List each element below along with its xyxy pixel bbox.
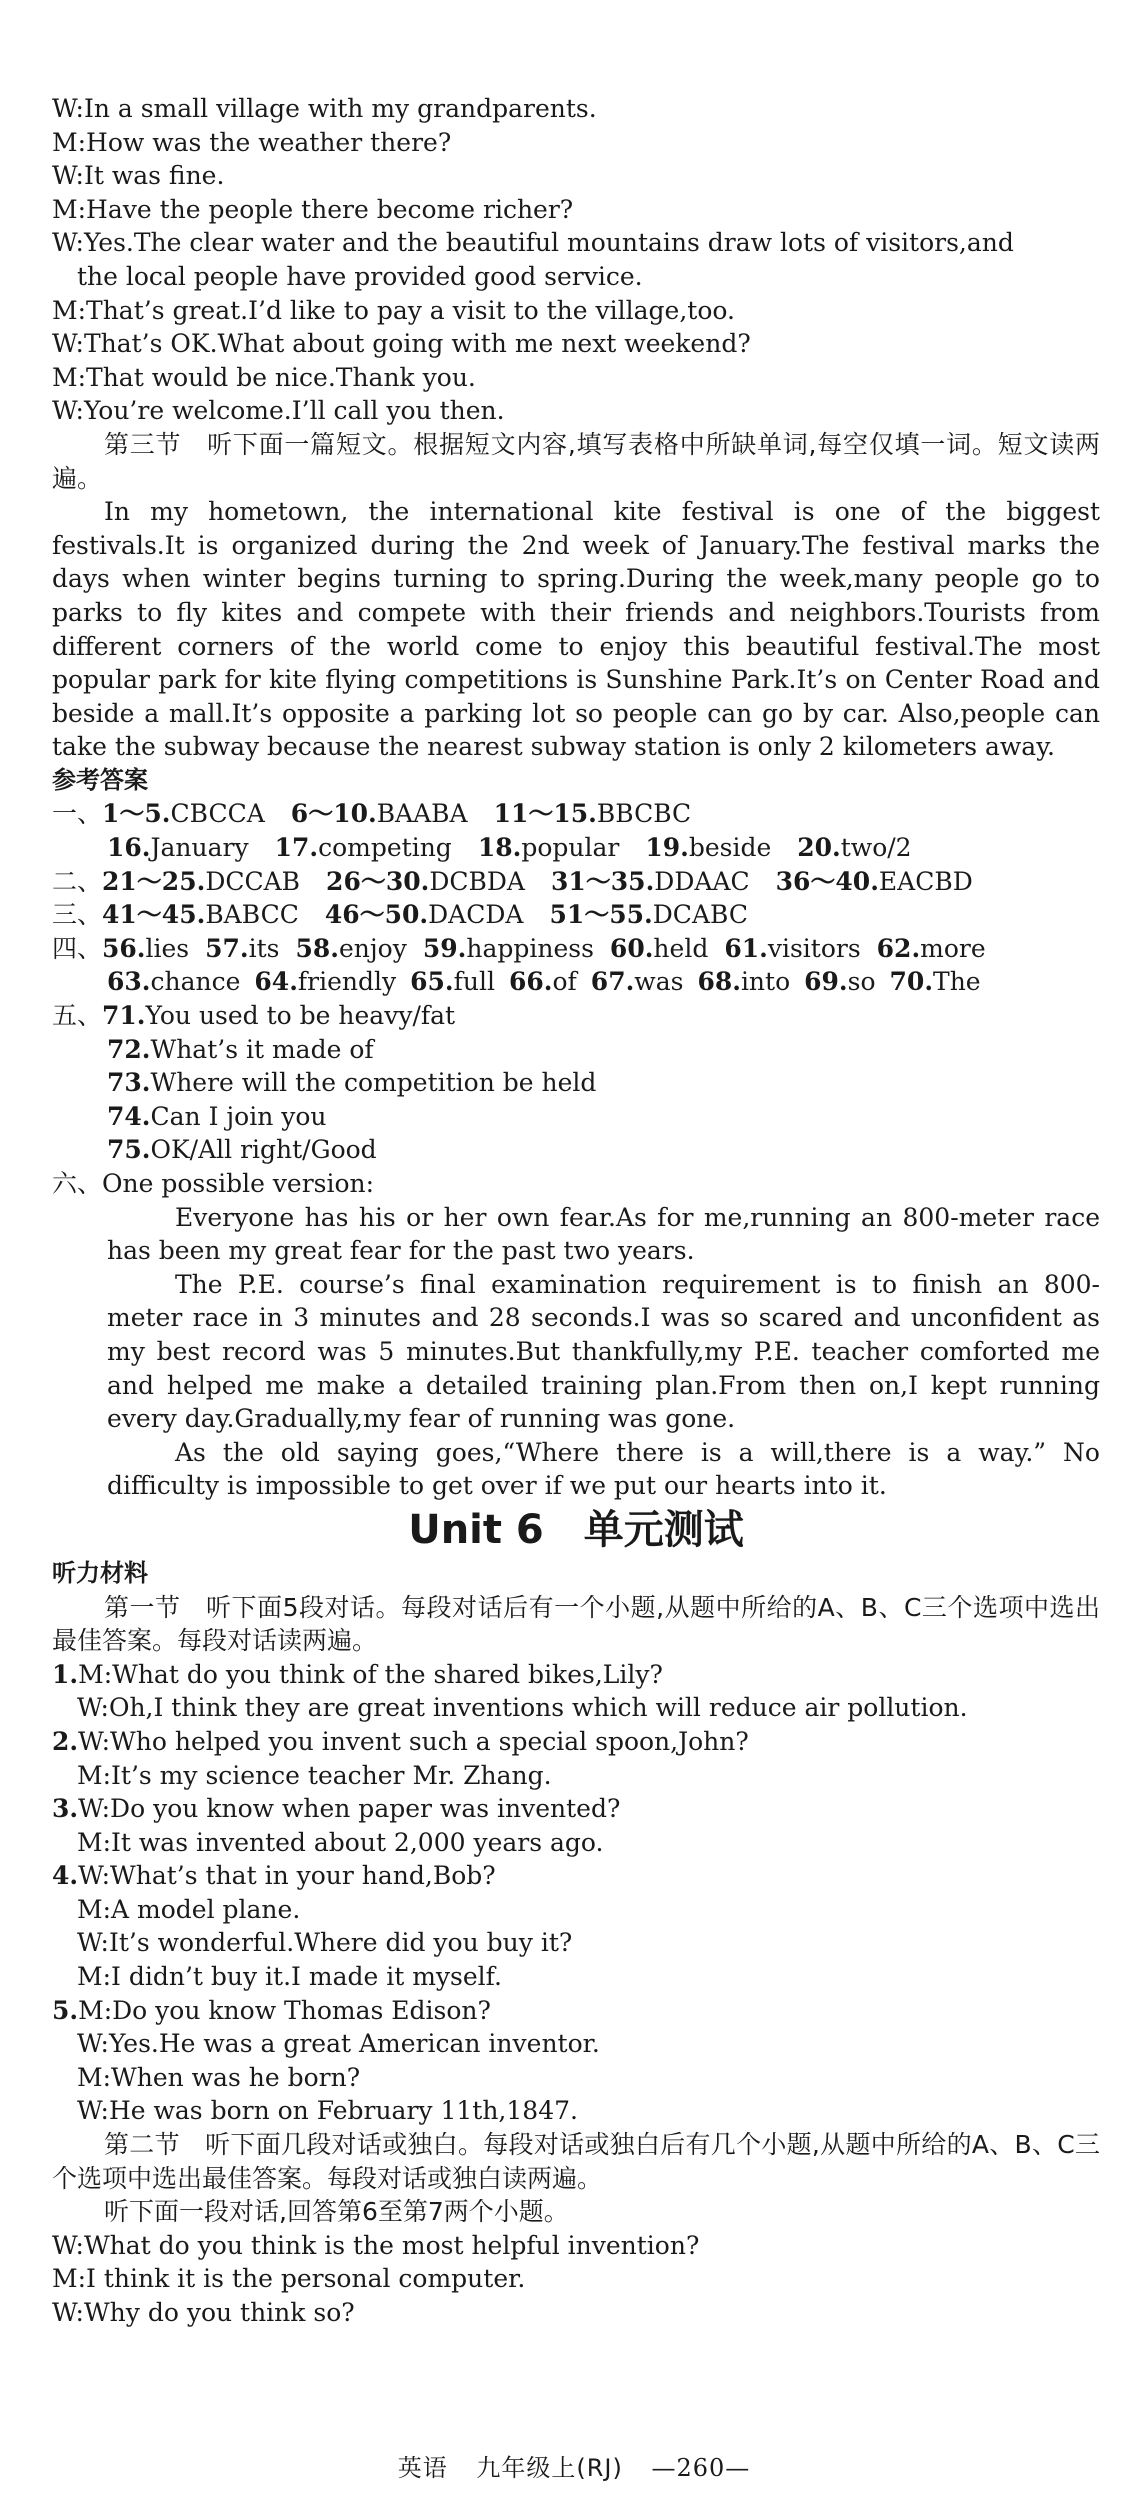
answer-row-one-b: 16.January 17.competing 18.popular 19.beside 20.two/2 — [107, 833, 912, 863]
answer-row-72: 72.What’s it made of — [107, 1034, 374, 1064]
dialogue-line: M:I didn’t buy it.I made it myself. — [77, 1962, 502, 1992]
dialogue-line: M:When was he born? — [77, 2062, 361, 2092]
page-footer — [0, 2448, 1148, 2483]
essay-paragraph: As the old saying goes,“Where there is a will,there is a way.” No difficulty is impossible to get over if we put our hearts into it. — [107, 1437, 1100, 1501]
dialogue-line: W:In a small village with my grandparents. — [52, 94, 597, 123]
listening-heading: 听力材料 — [52, 1558, 148, 1587]
dialogue-item: 2.W:Who helped you invent such a special spoon,John? — [52, 1726, 749, 1756]
dialogue-line: M:I think it is the personal computer. — [52, 2264, 526, 2294]
dialogue-line: W:He was born on February 11th,1847. — [77, 2096, 578, 2126]
section1-dialogues — [52, 1658, 1100, 2128]
answer-row-75: 75.OK/All right/Good — [107, 1135, 377, 1165]
dialogue-item: 3.W:Do you know when paper was invented? — [52, 1794, 621, 1824]
dialogue-line: W:It was fine. — [52, 161, 225, 191]
answer-row-four-a: 四、56.lies 57.its 58.enjoy 59.happiness 60.held 61.visitors 62.more — [52, 933, 986, 963]
dialogue-line: M:That’s great.I’d like to pay a visit to the village,too. — [52, 295, 735, 325]
dialogue-item: 4.W:What’s that in your hand,Bob? — [52, 1861, 496, 1891]
section1-instructions: 第一节 听下面5段对话。每段对话后有一个小题,从题中所给的A、B、C三个选项中选出最佳答案。每段对话读两遍。 — [52, 1592, 1100, 1656]
dialogue-line: W:What do you think is the most helpful invention? — [52, 2230, 700, 2260]
dialogue-line: W:Oh,I think they are great inventions which will reduce air pollution. — [77, 1693, 968, 1723]
dialogue-item: 5.M:Do you know Thomas Edison? — [52, 1995, 491, 2025]
dialogue-line: the local people have provided good service. — [77, 261, 643, 291]
footer-subject: 英语 — [397, 2454, 448, 2482]
dialogue-item: 1.M:What do you think of the shared bikes,Lily? — [52, 1659, 663, 1689]
section2-sub: 听下面一段对话,回答第6至第7两个小题。 — [104, 2197, 569, 2227]
essay-paragraph: Everyone has his or her own fear.As for me,running an 800-meter race has been my great fear for the past two years. — [107, 1202, 1100, 1266]
dialogue-line: W:That’s OK.What about going with me next weekend? — [52, 329, 751, 359]
dialogue-line: W:It’s wonderful.Where did you buy it? — [77, 1928, 573, 1958]
section3-instructions: 第三节 听下面一篇短文。根据短文内容,填写表格中所缺单词,每空仅填一词。短文读两遍。 — [52, 429, 1100, 493]
footer-grade: 九年级上(RJ) — [476, 2454, 623, 2482]
answers-heading: 参考答案 — [52, 765, 148, 794]
answer-row-four-b: 63.chance 64.friendly 65.full 66.of 67.was 68.into 69.so 70.The — [107, 967, 981, 997]
answer-row-one-a: 一、1～5.CBCCA 6～10.BAABA 11～15.BBCBC — [52, 799, 692, 829]
section2-instructions: 第二节 听下面几段对话或独白。每段对话或独白后有几个小题,从题中所给的A、B、C三个选项中选出最佳答案。每段对话或独白读两遍。 — [52, 2130, 1100, 2193]
unit-title: Unit 6 单元测试 — [408, 1506, 744, 1553]
dialogue-line: M:How was the weather there? — [52, 127, 452, 157]
dialogue-line: W:Why do you think so? — [52, 2298, 355, 2327]
dialogue-line: M:It’s my science teacher Mr. Zhang. — [77, 1760, 552, 1790]
dialogue-line: M:That would be nice.Thank you. — [52, 362, 476, 392]
page-number: —260— — [651, 2454, 751, 2482]
dialogue-line: M:A model plane. — [77, 1894, 301, 1924]
answer-row-74: 74.Can I join you — [107, 1101, 327, 1131]
answer-row-71: 五、71.You used to be heavy/fat — [52, 1001, 456, 1031]
dialogue-line: W:Yes.He was a great American inventor. — [77, 2029, 600, 2059]
section3-passage: In my hometown, the international kite festival is one of the biggest festivals.It is organized during the 2nd week of January.The festival marks the days when winter begins turning to spring.During the week,many people go to parks to fly kites and compete with their friends and neighbors.Tourists from different corners of the world come to enjoy this beautiful festival.The most popular park for kite flying competitions is Sunshine Park.It’s on Center Road and beside a mall.It’s opposite a parking lot so people can go by car. Also,people can take the subway because the nearest subway station is only 2 kilometers away. — [52, 497, 1100, 762]
answer-key — [52, 797, 1100, 1502]
answer-row-two: 二、21～25.DCCAB 26～30.DCBDA 31～35.DDAAC 36～40.EACBD — [52, 866, 973, 896]
answer-row-six: 六、One possible version: — [52, 1169, 375, 1198]
dialogue-top — [52, 92, 1100, 428]
dialogue-line: M:It was invented about 2,000 years ago. — [77, 1827, 604, 1857]
answer-row-three: 三、41～45.BABCC 46～50.DACDA 51～55.DCABC — [52, 900, 748, 930]
answer-row-73: 73.Where will the competition be held — [107, 1068, 597, 1098]
dialogue-line: W:You’re welcome.I’ll call you then. — [52, 396, 505, 426]
essay-paragraph: The P.E. course’s final examination requirement is to finish an 800-meter race in 3 minutes and 28 seconds.I was so scared and unconfident as my best record was 5 minutes.But thankfully,my P.E. teacher comforted me and helped me make a detailed training plan.From then on,I kept running every day.Gradually,my fear of running was gone. — [107, 1269, 1100, 1434]
dialogue-line: M:Have the people there become richer? — [52, 194, 574, 224]
dialogue-line: W:Yes.The clear water and the beautiful mountains draw lots of visitors,and — [52, 228, 1014, 258]
